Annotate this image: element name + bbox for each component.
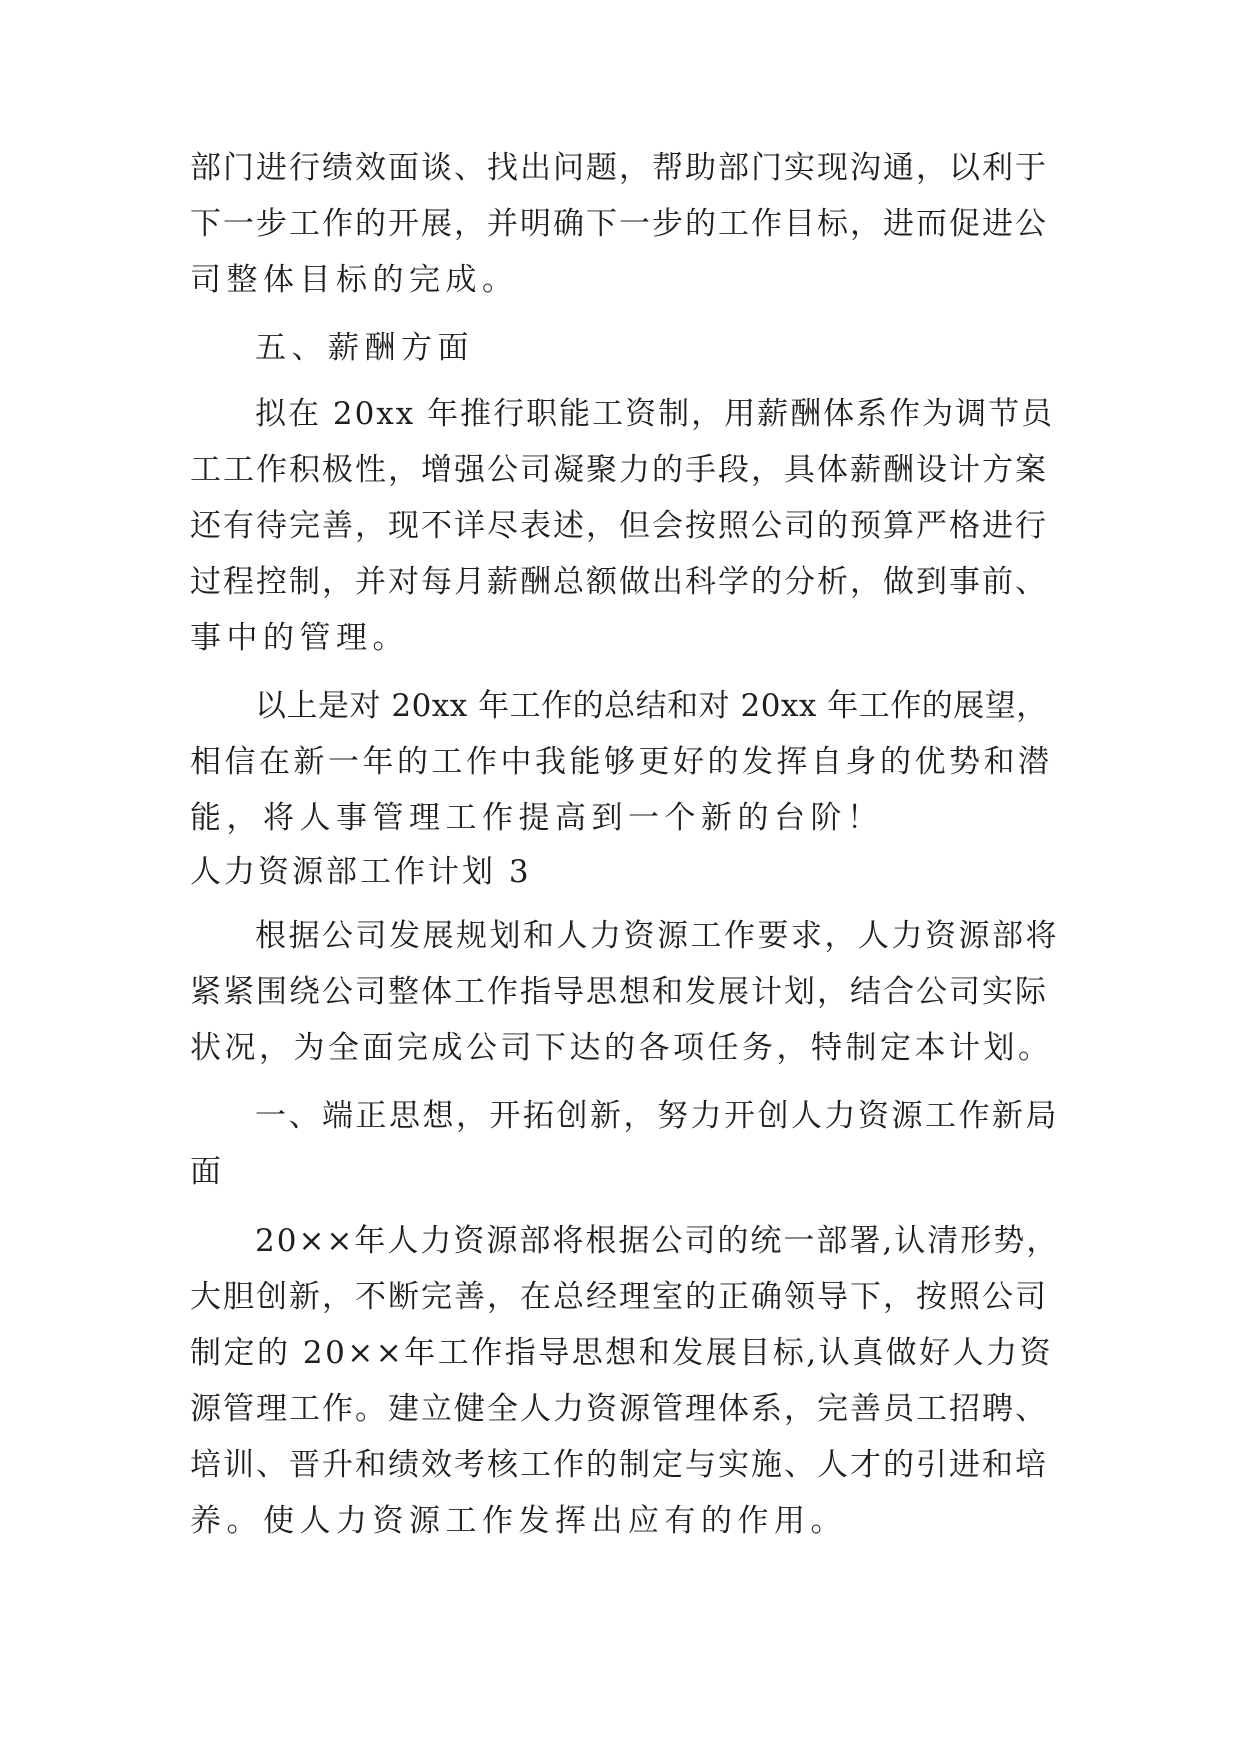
section-heading: 五、薪酬方面 [255, 330, 474, 366]
document-title: 人力资源部工作计划 3 [190, 854, 532, 890]
paragraph-line: 事中的管理。 [190, 620, 409, 656]
paragraph-line: 司整体目标的完成。 [190, 262, 519, 298]
paragraph-line: 过程控制，并对每月薪酬总额做出科学的分析，做到事前、 [190, 564, 1048, 600]
paragraph-line: 拟在 20xx 年推行职能工资制，用薪酬体系作为调节员 [255, 396, 1055, 432]
paragraph-line: 以上是对 20xx 年工作的总结和对 20xx 年工作的展望， [255, 688, 1048, 724]
paragraph-line: 源管理工作。建立健全人力资源管理体系，完善员工招聘、 [190, 1391, 1048, 1427]
paragraph-line: 还有待完善，现不详尽表述，但会按照公司的预算严格进行 [190, 508, 1048, 544]
paragraph-line: 根据公司发展规划和人力资源工作要求，人力资源部将 [255, 918, 1059, 954]
paragraph-line: 大胆创新，不断完善，在总经理室的正确领导下，按照公司 [190, 1279, 1048, 1315]
section-heading: 一、端正思想，开拓创新，努力开创人力资源工作新局 [255, 1098, 1059, 1134]
paragraph-line: 部门进行绩效面谈、找出问题，帮助部门实现沟通，以利于 [190, 150, 1048, 186]
paragraph-line: 紧紧围绕公司整体工作指导思想和发展计划，结合公司实际 [190, 974, 1048, 1010]
paragraph-line: 制定的 20××年工作指导思想和发展目标,认真做好人力资 [190, 1335, 1054, 1371]
paragraph-line: 工工作积极性，增强公司凝聚力的手段，具体薪酬设计方案 [190, 452, 1048, 488]
section-heading: 面 [190, 1154, 227, 1190]
paragraph-line: 20××年人力资源部将根据公司的统一部署,认清形势， [255, 1223, 1060, 1259]
paragraph-line: 能，将人事管理工作提高到一个新的台阶！ [190, 800, 884, 836]
paragraph-line: 培训、晋升和绩效考核工作的制定与实施、人才的引进和培 [190, 1447, 1048, 1483]
paragraph-line: 养。使人力资源工作发挥出应有的作用。 [190, 1503, 847, 1539]
paragraph-line: 下一步工作的开展，并明确下一步的工作目标，进而促进公 [190, 206, 1048, 242]
paragraph-line: 相信在新一年的工作中我能够更好的发挥自身的优势和潜 [190, 744, 1053, 780]
paragraph-line: 状况，为全面完成公司下达的各项任务，特制定本计划。 [190, 1030, 1053, 1066]
